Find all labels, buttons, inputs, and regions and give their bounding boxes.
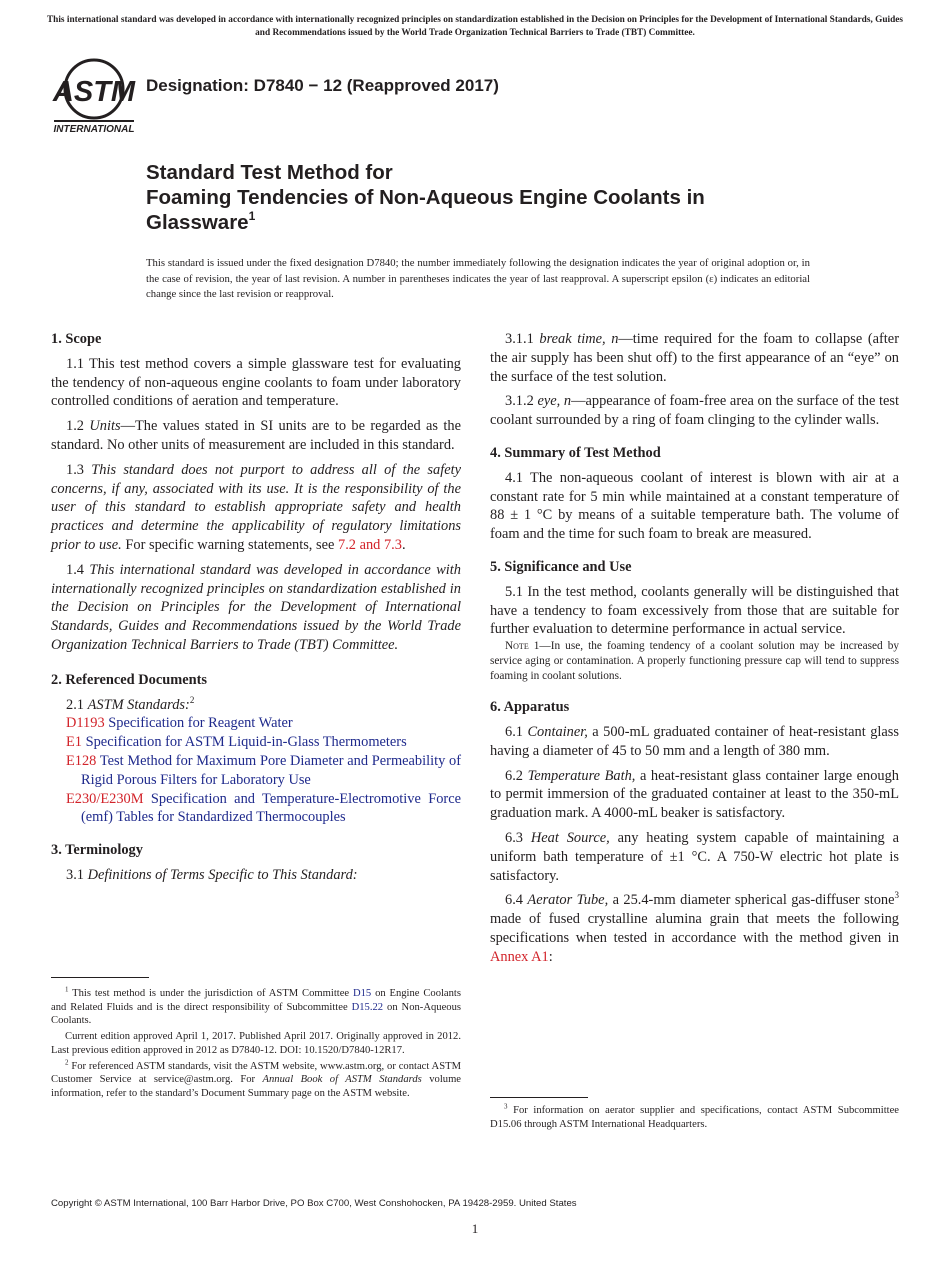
term: Aerator Tube, bbox=[527, 892, 609, 909]
paragraph-text: a 25.4-mm diameter spherical gas-diffuser stone bbox=[612, 892, 895, 909]
footnote-italic: Annual Book of ASTM Standards bbox=[262, 1074, 422, 1086]
astm-logo-graphic bbox=[52, 58, 136, 136]
term: Heat Source, bbox=[530, 829, 610, 846]
paragraph-number: 1.2 bbox=[66, 418, 84, 435]
paragraph-text: any heating system capable of maintaining a uniform bath temperature of ±1 °C. A 750-W electric hot plate is satisfactory. bbox=[490, 829, 899, 884]
footnote-text: For information on aerator supplier and specifications, contact ASTM Subcommittee D15.06 through ASTM International Headquarters. bbox=[490, 1105, 900, 1130]
footnote-text: volume information, refer to the standard’s Document Summary page on the ASTM website. bbox=[51, 1074, 462, 1099]
note-label: Note 1 bbox=[505, 640, 540, 653]
paragraph-text: —time required for the foam to collapse (after the air supply has been shut off) to the first appearance of an “eye” on the surface of the test solution. bbox=[490, 331, 899, 385]
paragraph-text: —appearance of foam-free area on the surface of the test coolant surrounded by a ring of foam clinging to the cylinder walls. bbox=[490, 393, 899, 429]
reference-d1193[interactable] bbox=[51, 714, 461, 733]
note-text: —In use, the foaming tendency of a coolant solution may be increased by service aging or contamination. A properly functioning pressure cap will tend to suppress foaming in coolant solutions. bbox=[490, 640, 899, 683]
section-5-heading: 5. Significance and Use bbox=[490, 558, 632, 575]
reference-e128[interactable] bbox=[51, 752, 461, 790]
reference-title[interactable]: Specification and Temperature-Electromotive Force (emf) Tables for Standardized Thermocouples bbox=[81, 790, 461, 826]
paragraph-number: 6.1 bbox=[505, 723, 523, 740]
paragraph-1-1: 1.1 This test method covers a simple glassware test for evaluating the tendency of non-aqueous engine coolants to foam under laboratory controlled conditions of aeration and temperature. bbox=[51, 355, 461, 410]
footnote-mark: 2 bbox=[65, 1057, 69, 1066]
footnote-text: on Engine Coolants and Related Fluids and is the direct responsibility of Subcommittee bbox=[51, 988, 461, 1013]
reference-code[interactable]: D1193 bbox=[66, 715, 105, 732]
paragraph-6-1 bbox=[490, 723, 899, 761]
title-line-2: Foaming Tendencies of Non-Aqueous Engine Coolants in bbox=[146, 186, 705, 209]
paragraph-number: 1.3 bbox=[66, 461, 84, 478]
title-line-1: Standard Test Method for bbox=[146, 161, 393, 184]
paragraph-number: 1.4 bbox=[66, 561, 84, 578]
section-3-heading: 3. Terminology bbox=[51, 842, 143, 859]
footnote-2 bbox=[51, 1057, 462, 1101]
footnote-text: This test method is under the jurisdiction of ASTM Committee bbox=[72, 988, 350, 999]
footnote-1 bbox=[51, 987, 461, 1028]
reference-e230[interactable] bbox=[51, 790, 461, 828]
paragraph-number: 3.1 bbox=[66, 866, 84, 883]
paragraph-text: made of fused crystalline alumina grain that meets the following specifications when tested in accordance with the method given in bbox=[490, 911, 899, 946]
page-number: 1 bbox=[471, 1221, 479, 1236]
paragraph-6-4 bbox=[490, 891, 899, 966]
astm-logo bbox=[52, 58, 136, 136]
left-column bbox=[51, 330, 461, 891]
reference-code[interactable]: E128 bbox=[66, 752, 97, 769]
section-4-heading: 4. Summary of Test Method bbox=[490, 444, 661, 461]
footnote-mark: 2 bbox=[189, 694, 195, 705]
annex-a1-link[interactable]: Annex A1 bbox=[490, 948, 549, 965]
title-line-3-text: Glassware bbox=[146, 211, 249, 234]
paragraph-number: 6.3 bbox=[505, 829, 523, 846]
note-1 bbox=[490, 639, 899, 684]
edition-note: Current edition approved April 1, 2017. Published April 2017. Originally approved in 2012. Last previous edition approved in 2012 as D7840-12. DOI: 10.1520/D7840-12R17. bbox=[51, 1031, 461, 1056]
safety-caveat: This standard does not purport to address all of the safety concerns, if any, associated with its use. It is the responsibility of the user of this standard to establish appropriate safety and health practices and determine the applicability of regulatory limitations prior to use. bbox=[51, 461, 461, 553]
section-6-heading: 6. Apparatus bbox=[490, 699, 570, 716]
paragraph-3-1-1 bbox=[490, 330, 899, 386]
footnote-text: on Non-Aqueous Coolants. bbox=[51, 1001, 461, 1027]
footnote-text: For referenced ASTM standards, visit the ASTM website, www.astm.org, or contact ASTM Customer Service at service@astm.org. For bbox=[51, 1060, 461, 1086]
paragraph-1-2 bbox=[51, 417, 461, 455]
reference-e1[interactable] bbox=[51, 733, 461, 752]
paragraph-number: 6.2 bbox=[505, 767, 523, 784]
paragraph-text: This international standard was developed in accordance with internationally recognized principles on standardization established in the Decision on Principles for the Development of International Standards, Guides and Recommendations issued by the World Trade Organization Technical Barriers to Trade (TBT) Committee. bbox=[51, 561, 461, 653]
logo-letters: ASTM bbox=[52, 76, 136, 108]
paragraph-text: —The values stated in SI units are to be regarded as the standard. No other units of measurement are included in this standard. bbox=[51, 418, 461, 453]
term: ASTM Standards: bbox=[87, 696, 190, 713]
reference-title[interactable]: Specification for Reagent Water bbox=[108, 715, 293, 732]
designation: Designation: D7840 − 12 (Reapproved 2017) bbox=[146, 76, 499, 95]
paragraph-1-4 bbox=[51, 561, 461, 655]
footnote-mark: 3 bbox=[504, 1102, 508, 1111]
paragraph-number: 3.1.1 bbox=[505, 331, 534, 347]
footnotes-left bbox=[51, 987, 461, 1103]
reference-title[interactable]: Specification for ASTM Liquid-in-Glass Thermometers bbox=[85, 734, 407, 751]
issuance-note: This standard is issued under the fixed designation D7840; the number immediately following the designation indicates the year of original adoption or, in the case of revision, the year of last revision. A number in parentheses indicates the year of last reapproval. A superscript epsilon (ε) indicates an editorial change since the last revision or reapproval. bbox=[146, 257, 810, 300]
committee-d15-link[interactable]: D15 bbox=[352, 988, 372, 999]
paragraph-6-3 bbox=[490, 829, 899, 885]
paragraph-5-1: 5.1 In the test method, coolants generally will be distinguished that have a tendency to foam excessively from those that are suitable for further evaluation to determine performance in actual service. bbox=[490, 583, 899, 638]
paragraph-number: 3.1.2 bbox=[505, 393, 534, 410]
term: eye, n bbox=[537, 393, 572, 410]
reference-title[interactable]: Test Method for Maximum Pore Diameter and Permeability of Rigid Porous Filters for Laboratory Use bbox=[81, 752, 461, 788]
term: Container, bbox=[527, 723, 588, 740]
paragraph-6-2 bbox=[490, 767, 899, 823]
title-footnote-mark: 1 bbox=[248, 209, 256, 223]
paragraph-text: a 500-mL graduated container of heat-resistant glass having a diameter of 45 to 50 mm and a length of 380 mm. bbox=[490, 723, 899, 759]
paragraph-text: For specific warning statements, see bbox=[125, 536, 335, 553]
term: Units bbox=[89, 418, 121, 435]
footnote-separator-right bbox=[490, 1097, 588, 1098]
footnote-separator-left bbox=[51, 977, 149, 978]
reference-code[interactable]: E1 bbox=[66, 734, 82, 751]
copyright-line: Copyright © ASTM International, 100 Barr Harbor Drive, PO Box C700, West Conshohocken, PA 19428-2959. United States bbox=[51, 1198, 577, 1209]
paragraph-number: 2.1 bbox=[66, 696, 84, 713]
paragraph-3-1 bbox=[51, 866, 461, 885]
international-standard-notice: This international standard was developed in accordance with internationally recognized principles on standardization established in the Decision on Principles for the Development of International Standards, Guides and Recommendations issued by the World Trade Organization Technical Barriers to Trade (TBT) Committee. bbox=[46, 15, 904, 38]
title-line-3 bbox=[146, 210, 846, 235]
footnote-mark: 3 bbox=[894, 890, 899, 901]
reference-code[interactable]: E230/E230M bbox=[66, 790, 144, 807]
section-2-heading: 2. Referenced Documents bbox=[51, 671, 207, 688]
logo-subtitle: INTERNATIONAL bbox=[53, 124, 135, 135]
footnotes-right bbox=[490, 1104, 899, 1133]
paragraph-1-3: 1.3 This standard does not purport to address all of the safety concerns, if any, associated with its use. It is the responsibility of the user of this standard to establish appropriate safety and health practices and determine the applicability of regulatory limitations prior to use. For specific warning statements, see 7.2 and 7.3. bbox=[51, 461, 461, 553]
paragraph-4-1: 4.1 The non-aqueous coolant of interest is blown with air at a constant rate for 5 min while maintained at a constant temperature of 88 ± 1 °C by means of a suitable temperature bath. The volume of foam and the time for such foam to break are measured. bbox=[490, 469, 899, 543]
section-1-heading: 1. Scope bbox=[51, 331, 102, 347]
term: Definitions of Terms Specific to This Standard: bbox=[87, 866, 358, 883]
paragraph-2-1 bbox=[51, 696, 461, 715]
footnote-3 bbox=[490, 1104, 899, 1131]
document-title bbox=[146, 160, 846, 235]
term: Temperature Bath, bbox=[527, 767, 636, 784]
punctuation: : bbox=[548, 948, 553, 965]
warning-section-link[interactable]: 7.2 and 7.3 bbox=[338, 536, 402, 553]
footnote-mark: 1 bbox=[65, 985, 69, 994]
paragraph-number: 6.4 bbox=[505, 892, 523, 909]
paragraph-3-1-2 bbox=[490, 392, 899, 430]
subcommittee-d15-22-link[interactable]: D15.22 bbox=[351, 1001, 384, 1013]
term: break time, n bbox=[539, 331, 619, 347]
paragraph-text: a heat-resistant glass container large enough to permit immersion of the graduated container at least to the 350-mL graduation mark. A 4000-mL beaker is satisfactory. bbox=[490, 767, 899, 822]
right-column bbox=[490, 330, 899, 973]
